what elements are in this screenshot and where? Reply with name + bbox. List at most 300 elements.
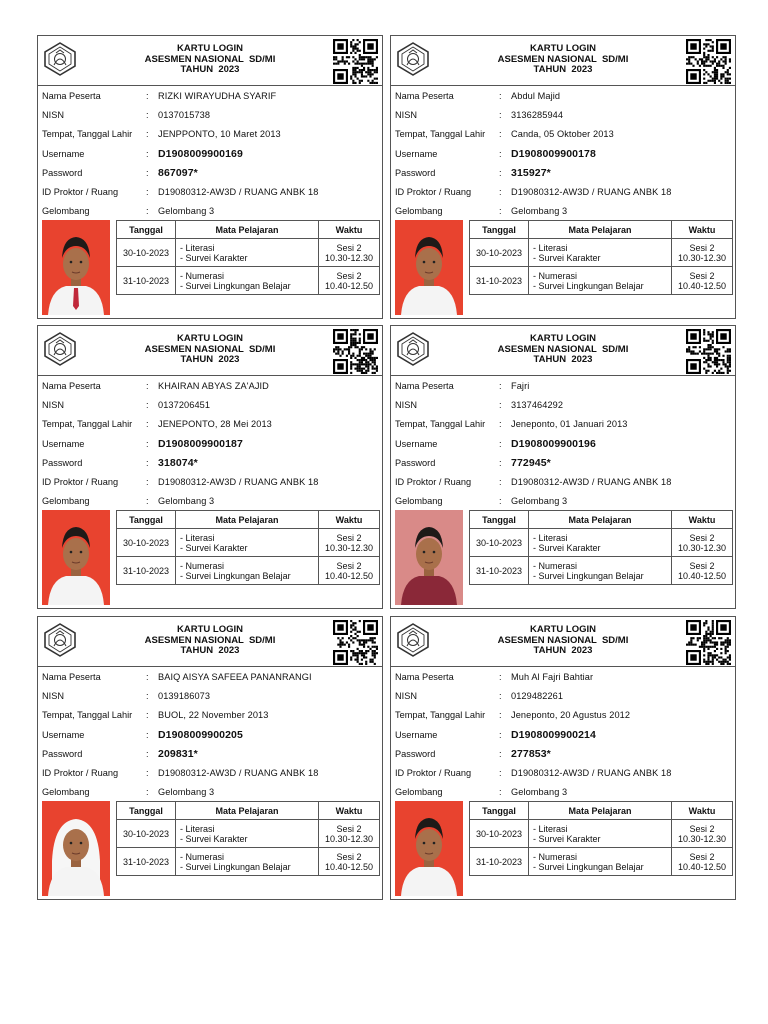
session-time: 10.30-12.30 <box>324 542 374 553</box>
field-nisn <box>395 105 735 124</box>
field-separator: : <box>146 496 149 507</box>
session-time: 10.30-12.30 <box>677 252 727 263</box>
field-nisn <box>42 105 382 124</box>
exam-schedule-table <box>116 220 380 295</box>
field-label: ID Proktor / Ruang <box>42 768 119 779</box>
cell-mata-pelajaran <box>529 239 672 267</box>
field-separator: : <box>499 457 502 468</box>
field-separator: : <box>146 748 149 759</box>
field-value: 0137206451 <box>158 399 211 410</box>
field-proctor-room <box>395 182 735 201</box>
field-label: Gelombang <box>42 206 90 217</box>
participant-photo <box>42 510 110 605</box>
session-time: 10.40-12.50 <box>324 280 374 291</box>
field-value: Jeneponto, 20 Agustus 2012 <box>511 710 631 721</box>
subject-line: - Survei Lingkungan Belajar <box>533 861 644 872</box>
card-header <box>391 617 735 667</box>
session-label: Sesi 2 <box>336 242 362 253</box>
qr-code-icon <box>333 329 378 374</box>
field-value: Gelombang 3 <box>158 496 215 507</box>
field-value: 0137015738 <box>158 109 211 120</box>
field-participant-name <box>395 376 735 395</box>
tut-wuri-handayani-logo-icon <box>42 622 78 658</box>
subject-line: - Numerasi <box>533 560 578 571</box>
field-username <box>42 725 382 744</box>
field-separator: : <box>146 109 149 120</box>
field-separator: : <box>499 380 502 391</box>
cell-tanggal: 31-10-2023 <box>117 557 176 585</box>
field-separator: : <box>146 419 149 430</box>
field-label: Gelombang <box>42 787 90 798</box>
field-separator: : <box>499 710 502 721</box>
table-header-row <box>470 802 733 820</box>
col-header-mata-pelajaran: Mata Pelajaran <box>176 221 319 239</box>
title-line: KARTU LOGIN <box>530 333 596 344</box>
table-header-row <box>470 221 733 239</box>
card-header <box>38 326 382 376</box>
title-line: KARTU LOGIN <box>177 43 243 54</box>
cell-tanggal: 31-10-2023 <box>470 267 529 295</box>
field-birth-place-date <box>395 706 735 725</box>
col-header-waktu: Waktu <box>319 802 380 820</box>
tut-wuri-handayani-logo-icon <box>395 331 431 367</box>
field-wave <box>395 492 735 511</box>
title-line: KARTU LOGIN <box>530 624 596 635</box>
field-separator: : <box>146 399 149 410</box>
tut-wuri-handayani-logo-icon <box>42 331 78 367</box>
session-time: 10.40-12.50 <box>324 570 374 581</box>
participant-fields <box>395 376 735 511</box>
field-separator: : <box>146 206 149 217</box>
field-label: Username <box>395 438 438 449</box>
field-proctor-room <box>42 182 382 201</box>
col-header-tanggal: Tanggal <box>470 221 529 239</box>
col-header-tanggal: Tanggal <box>470 511 529 529</box>
qr-code-icon <box>686 620 731 665</box>
field-password <box>395 744 735 763</box>
field-value: Canda, 05 Oktober 2013 <box>511 129 614 140</box>
col-header-waktu: Waktu <box>672 802 733 820</box>
tut-wuri-handayani-logo-icon <box>42 41 78 77</box>
field-nisn <box>395 686 735 705</box>
field-label: Nama Peserta <box>395 90 454 101</box>
field-value: D19080312-AW3D / RUANG ANBK 18 <box>511 187 672 198</box>
subject-line: - Literasi <box>180 242 215 253</box>
field-value: 0129482261 <box>511 690 564 701</box>
subject-line: - Survei Karakter <box>180 542 248 553</box>
cell-tanggal: 30-10-2023 <box>470 820 529 848</box>
field-value: D19080312-AW3D / RUANG ANBK 18 <box>158 768 319 779</box>
cell-waktu <box>672 529 733 557</box>
field-username <box>42 434 382 453</box>
field-birth-place-date <box>42 706 382 725</box>
table-header-row <box>117 221 380 239</box>
cell-tanggal: 30-10-2023 <box>117 529 176 557</box>
field-separator: : <box>499 496 502 507</box>
field-value: Gelombang 3 <box>511 496 568 507</box>
field-label: Username <box>42 148 85 159</box>
field-value: D19080312-AW3D / RUANG ANBK 18 <box>511 477 672 488</box>
field-value: Gelombang 3 <box>511 787 568 798</box>
table-row <box>470 529 733 557</box>
field-value: 315927* <box>511 166 551 179</box>
field-password <box>42 744 382 763</box>
field-separator: : <box>499 148 502 159</box>
field-value: D1908009900169 <box>158 147 243 160</box>
table-header-row <box>117 511 380 529</box>
qr-code-icon <box>333 39 378 84</box>
login-card <box>390 616 736 900</box>
title-line: ASESMEN NASIONAL SD/MI <box>144 343 276 355</box>
login-card <box>37 616 383 900</box>
session-label: Sesi 2 <box>689 242 715 253</box>
qr-code-icon <box>686 39 731 84</box>
card-header <box>38 36 382 86</box>
table-row <box>470 557 733 585</box>
field-wave <box>395 783 735 802</box>
field-value: 772945* <box>511 456 551 469</box>
participant-fields <box>42 667 382 802</box>
field-label: Nama Peserta <box>395 380 454 391</box>
field-label: ID Proktor / Ruang <box>395 187 472 198</box>
card-title <box>98 625 322 657</box>
session-label: Sesi 2 <box>336 851 362 862</box>
cell-waktu <box>319 820 380 848</box>
table-row <box>117 267 380 295</box>
field-value: JENPPONTO, 10 Maret 2013 <box>158 129 281 140</box>
login-card <box>37 35 383 319</box>
subject-line: - Literasi <box>180 823 215 834</box>
field-value: Muh Al Fajri Bahtiar <box>511 671 594 682</box>
session-time: 10.30-12.30 <box>324 833 374 844</box>
session-label: Sesi 2 <box>336 823 362 834</box>
field-separator: : <box>146 477 149 488</box>
table-row <box>117 529 380 557</box>
field-participant-name <box>42 667 382 686</box>
field-label: ID Proktor / Ruang <box>42 477 119 488</box>
session-label: Sesi 2 <box>689 270 715 281</box>
field-nisn <box>42 395 382 414</box>
field-separator: : <box>146 671 149 682</box>
participant-fields <box>42 86 382 221</box>
cell-waktu <box>319 267 380 295</box>
session-label: Sesi 2 <box>336 560 362 571</box>
login-card <box>390 35 736 319</box>
col-header-tanggal: Tanggal <box>117 802 176 820</box>
field-separator: : <box>146 129 149 140</box>
field-value: 277853* <box>511 747 551 760</box>
subject-line: - Survei Karakter <box>533 542 601 553</box>
login-card <box>390 325 736 609</box>
subject-line: - Survei Karakter <box>180 252 248 263</box>
table-row <box>470 239 733 267</box>
subject-line: - Survei Lingkungan Belajar <box>533 280 644 291</box>
field-label: ID Proktor / Ruang <box>395 768 472 779</box>
field-separator: : <box>146 787 149 798</box>
field-separator: : <box>499 787 502 798</box>
field-label: NISN <box>395 109 417 120</box>
field-separator: : <box>146 690 149 701</box>
field-label: Nama Peserta <box>42 90 101 101</box>
session-time: 10.40-12.50 <box>677 861 727 872</box>
field-participant-name <box>395 667 735 686</box>
field-label: Gelombang <box>395 206 443 217</box>
exam-schedule-table <box>469 510 733 585</box>
field-username <box>395 144 735 163</box>
title-line: ASESMEN NASIONAL SD/MI <box>144 53 276 65</box>
card-title <box>98 44 322 76</box>
title-line: KARTU LOGIN <box>177 333 243 344</box>
subject-line: - Numerasi <box>533 270 578 281</box>
field-value: Fajri <box>511 380 530 391</box>
cell-tanggal: 30-10-2023 <box>470 529 529 557</box>
field-separator: : <box>499 748 502 759</box>
subject-line: - Literasi <box>533 823 568 834</box>
field-proctor-room <box>395 472 735 491</box>
field-separator: : <box>146 710 149 721</box>
field-value: Jeneponto, 01 Januari 2013 <box>511 419 628 430</box>
field-separator: : <box>499 399 502 410</box>
field-label: Username <box>395 148 438 159</box>
qr-code-icon <box>333 620 378 665</box>
card-header <box>38 617 382 667</box>
field-label: Gelombang <box>42 496 90 507</box>
subject-line: - Survei Karakter <box>533 252 601 263</box>
col-header-tanggal: Tanggal <box>117 511 176 529</box>
field-value: Abdul Majid <box>511 90 561 101</box>
cell-waktu <box>672 267 733 295</box>
field-value: D1908009900196 <box>511 437 596 450</box>
field-participant-name <box>395 86 735 105</box>
field-label: Username <box>395 729 438 740</box>
field-birth-place-date <box>42 415 382 434</box>
field-label: Tempat, Tanggal Lahir <box>395 710 486 721</box>
table-row <box>117 557 380 585</box>
subject-line: - Survei Lingkungan Belajar <box>533 570 644 581</box>
field-proctor-room <box>395 763 735 782</box>
field-separator: : <box>146 148 149 159</box>
col-header-mata-pelajaran: Mata Pelajaran <box>176 802 319 820</box>
title-line: TAHUN 2023 <box>533 354 593 365</box>
cell-waktu <box>672 239 733 267</box>
card-header <box>391 36 735 86</box>
field-wave <box>42 783 382 802</box>
table-row <box>117 848 380 876</box>
field-value: Gelombang 3 <box>158 206 215 217</box>
field-separator: : <box>146 768 149 779</box>
field-label: Password <box>395 457 436 468</box>
col-header-mata-pelajaran: Mata Pelajaran <box>529 802 672 820</box>
cell-mata-pelajaran <box>529 820 672 848</box>
field-label: ID Proktor / Ruang <box>42 187 119 198</box>
cell-waktu <box>319 848 380 876</box>
field-separator: : <box>146 438 149 449</box>
table-row <box>117 239 380 267</box>
field-label: Username <box>42 729 85 740</box>
field-wave <box>395 202 735 221</box>
field-separator: : <box>499 187 502 198</box>
cell-mata-pelajaran <box>176 557 319 585</box>
field-label: Tempat, Tanggal Lahir <box>42 710 133 721</box>
title-line: TAHUN 2023 <box>180 645 240 656</box>
field-value: D19080312-AW3D / RUANG ANBK 18 <box>158 477 319 488</box>
subject-line: - Literasi <box>533 242 568 253</box>
cell-mata-pelajaran <box>529 529 672 557</box>
field-username <box>42 144 382 163</box>
field-value: D1908009900205 <box>158 728 243 741</box>
field-separator: : <box>499 690 502 701</box>
field-password <box>395 163 735 182</box>
field-label: Password <box>42 167 83 178</box>
subject-line: - Literasi <box>533 532 568 543</box>
cell-tanggal: 30-10-2023 <box>117 820 176 848</box>
cell-waktu <box>672 820 733 848</box>
field-separator: : <box>499 438 502 449</box>
card-header <box>391 326 735 376</box>
cell-tanggal: 31-10-2023 <box>117 848 176 876</box>
session-label: Sesi 2 <box>336 270 362 281</box>
qr-code-icon <box>686 329 731 374</box>
cell-waktu <box>672 557 733 585</box>
title-line: ASESMEN NASIONAL SD/MI <box>497 53 629 65</box>
card-title <box>451 334 675 366</box>
table-header-row <box>470 511 733 529</box>
field-value: 3136285944 <box>511 109 564 120</box>
field-separator: : <box>499 477 502 488</box>
field-value: JENEPONTO, 28 Mei 2013 <box>158 419 272 430</box>
field-wave <box>42 492 382 511</box>
field-value: RIZKI WIRAYUDHA SYARIF <box>158 90 277 101</box>
field-label: Tempat, Tanggal Lahir <box>395 419 486 430</box>
participant-photo <box>395 220 463 315</box>
session-label: Sesi 2 <box>336 532 362 543</box>
field-participant-name <box>42 376 382 395</box>
field-label: Username <box>42 438 85 449</box>
field-separator: : <box>499 768 502 779</box>
field-value: D19080312-AW3D / RUANG ANBK 18 <box>158 187 319 198</box>
cell-tanggal: 31-10-2023 <box>117 267 176 295</box>
participant-photo <box>42 801 110 896</box>
field-separator: : <box>146 187 149 198</box>
participant-fields <box>395 86 735 221</box>
field-label: NISN <box>42 690 64 701</box>
field-participant-name <box>42 86 382 105</box>
field-separator: : <box>499 206 502 217</box>
field-value: D1908009900214 <box>511 728 596 741</box>
subject-line: - Survei Lingkungan Belajar <box>180 280 291 291</box>
cell-waktu <box>672 848 733 876</box>
field-wave <box>42 202 382 221</box>
title-line: ASESMEN NASIONAL SD/MI <box>144 634 276 646</box>
field-value: BUOL, 22 November 2013 <box>158 710 269 721</box>
field-separator: : <box>146 90 149 101</box>
col-header-waktu: Waktu <box>319 511 380 529</box>
field-separator: : <box>499 129 502 140</box>
exam-schedule-table <box>116 801 380 876</box>
field-label: NISN <box>395 690 417 701</box>
cell-waktu <box>319 239 380 267</box>
field-label: Tempat, Tanggal Lahir <box>395 129 486 140</box>
session-time: 10.40-12.50 <box>677 280 727 291</box>
subject-line: - Survei Lingkungan Belajar <box>180 861 291 872</box>
field-separator: : <box>146 167 149 178</box>
participant-photo <box>42 220 110 315</box>
cell-mata-pelajaran <box>176 239 319 267</box>
title-line: TAHUN 2023 <box>180 64 240 75</box>
title-line: KARTU LOGIN <box>177 624 243 635</box>
participant-photo <box>395 510 463 605</box>
cell-tanggal: 30-10-2023 <box>470 239 529 267</box>
field-value: D1908009900187 <box>158 437 243 450</box>
field-separator: : <box>499 167 502 178</box>
col-header-waktu: Waktu <box>319 221 380 239</box>
field-value: KHAIRAN ABYAS ZA'AJID <box>158 380 269 391</box>
exam-schedule-table <box>116 510 380 585</box>
col-header-tanggal: Tanggal <box>117 221 176 239</box>
field-value: 209831* <box>158 747 198 760</box>
col-header-waktu: Waktu <box>672 511 733 529</box>
participant-photo <box>395 801 463 896</box>
field-username <box>395 725 735 744</box>
field-label: Password <box>42 748 83 759</box>
field-value: 0139186073 <box>158 690 211 701</box>
cell-waktu <box>319 529 380 557</box>
session-time: 10.30-12.30 <box>677 542 727 553</box>
session-label: Sesi 2 <box>689 851 715 862</box>
table-row <box>470 267 733 295</box>
field-value: Gelombang 3 <box>158 787 215 798</box>
subject-line: - Numerasi <box>180 851 225 862</box>
subject-line: - Survei Lingkungan Belajar <box>180 570 291 581</box>
title-line: TAHUN 2023 <box>533 64 593 75</box>
field-password <box>42 163 382 182</box>
field-separator: : <box>499 671 502 682</box>
subject-line: - Numerasi <box>180 270 225 281</box>
field-label: Tempat, Tanggal Lahir <box>42 419 133 430</box>
tut-wuri-handayani-logo-icon <box>395 41 431 77</box>
session-time: 10.40-12.50 <box>677 570 727 581</box>
col-header-mata-pelajaran: Mata Pelajaran <box>529 221 672 239</box>
field-value: D1908009900178 <box>511 147 596 160</box>
subject-line: - Survei Karakter <box>180 833 248 844</box>
card-title <box>451 625 675 657</box>
session-label: Sesi 2 <box>689 823 715 834</box>
session-time: 10.30-12.30 <box>324 252 374 263</box>
field-label: NISN <box>42 399 64 410</box>
field-separator: : <box>499 729 502 740</box>
field-label: Password <box>395 748 436 759</box>
cell-tanggal: 31-10-2023 <box>470 848 529 876</box>
participant-fields <box>42 376 382 511</box>
cell-mata-pelajaran <box>176 848 319 876</box>
table-header-row <box>117 802 380 820</box>
field-label: Gelombang <box>395 496 443 507</box>
field-label: Nama Peserta <box>395 671 454 682</box>
field-separator: : <box>499 109 502 120</box>
session-label: Sesi 2 <box>689 532 715 543</box>
field-birth-place-date <box>42 125 382 144</box>
exam-schedule-table <box>469 220 733 295</box>
subject-line: - Survei Karakter <box>533 833 601 844</box>
session-time: 10.40-12.50 <box>324 861 374 872</box>
card-title <box>451 44 675 76</box>
field-separator: : <box>146 457 149 468</box>
title-line: ASESMEN NASIONAL SD/MI <box>497 343 629 355</box>
exam-schedule-table <box>469 801 733 876</box>
tut-wuri-handayani-logo-icon <box>395 622 431 658</box>
cell-waktu <box>319 557 380 585</box>
session-label: Sesi 2 <box>689 560 715 571</box>
